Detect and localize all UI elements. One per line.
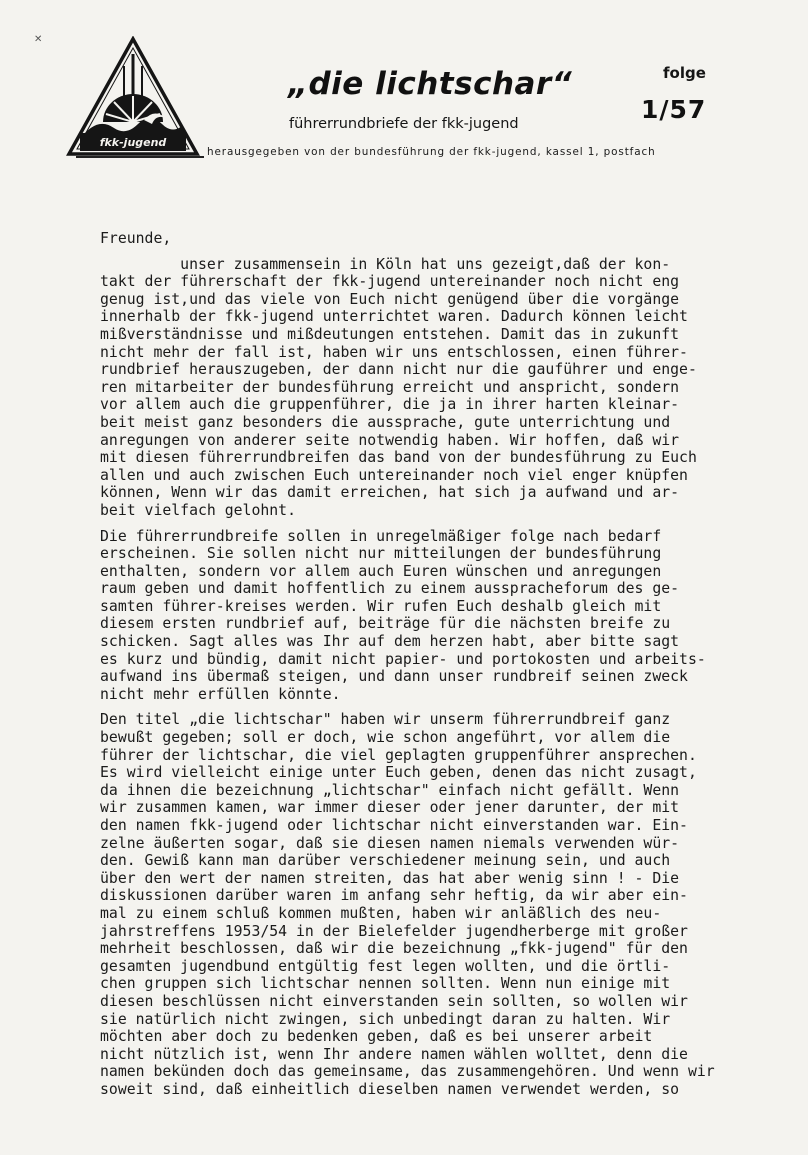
text-line: Die führerrundbreife sollen in unregelmäßiger folge nach bedarf xyxy=(100,527,662,545)
text-line: führer der lichtschar, die viel geplagten gruppenführer ansprechen. xyxy=(100,746,697,764)
text-line: ren mitarbeiter der bundesführung erreicht und anspricht, sondern xyxy=(100,378,680,396)
text-line: können, Wenn wir das damit erreichen, hat sich ja aufwand und ar- xyxy=(100,484,680,502)
spacer xyxy=(100,520,808,528)
text-line: den. Gewiß kann man darüber verschiedener meinung sein, und auch xyxy=(100,852,671,870)
masthead-rule xyxy=(76,156,204,158)
spacer xyxy=(100,703,808,711)
text-line: beit vielfach gelohnt. xyxy=(100,501,296,519)
fkk-jugend-logo xyxy=(66,36,200,158)
issue-label: folge xyxy=(663,64,706,82)
text-line: genug ist,und das viele von Euch nicht genügend über die vorgänge xyxy=(100,290,680,308)
text-line: mit diesen führerrundbreifen das band von der bundesführung zu Euch xyxy=(100,449,697,467)
letter-body xyxy=(100,230,808,1099)
greeting: Freunde, xyxy=(100,230,172,247)
text-line: zelne äußerten sogar, daß sie diesen namen niemals verwenden wür- xyxy=(100,834,680,852)
text-line: soweit sind, daß einheitlich dieselben namen verwendet werden, so xyxy=(100,1080,680,1098)
text-line: bewußt gegeben; soll er doch, wie schon angeführt, vor allem die xyxy=(100,729,671,747)
text-line: den namen fkk-jugend oder lichtschar nicht einverstanden war. Ein- xyxy=(100,817,688,834)
newsletter-subtitle: führerrundbriefe der fkk-jugend xyxy=(289,116,519,132)
text-line: vor allem auch die gruppenführer, die ja in ihrer harten kleinar- xyxy=(100,396,680,414)
logo-text: fkk-jugend xyxy=(99,136,167,149)
text-line: nicht mehr erfüllen könnte. xyxy=(100,685,341,703)
text-line: chen gruppen sich lichtschar nennen sollten. Wenn nun einige mit xyxy=(100,975,671,993)
text-line: erscheinen. Sie sollen nicht nur mitteilungen der bundesführung xyxy=(100,545,662,563)
text-line: es kurz und bündig, damit nicht papier- und portokosten und arbeits- xyxy=(100,650,706,668)
paragraph-2 xyxy=(100,528,808,704)
text-line: raum geben und damit hoffentlich zu einem ausspracheforum des ge- xyxy=(100,580,680,598)
text-line: Es wird vielleicht einige unter Euch geben, denen das nicht zusagt, xyxy=(100,764,697,782)
text-line: namen bekünden doch das gemeinsame, das zusammengehören. Und wenn wir xyxy=(100,1063,715,1081)
text-line: sie natürlich nicht zwingen, sich unbedingt daran zu halten. Wir xyxy=(100,1010,671,1028)
text-line: allen und auch zwischen Euch untereinander noch viel enger knüpfen xyxy=(100,466,688,484)
text-line: nicht mehr der fall ist, haben wir uns entschlossen, einen führer- xyxy=(100,343,688,361)
newsletter-title: „die lichtschar“ xyxy=(288,66,573,102)
text-line: über den wert der namen streiten, das hat aber wenig sinn ! - Die xyxy=(100,869,680,887)
text-line: möchten aber doch zu bedenken geben, daß es bei unserer arbeit xyxy=(100,1028,653,1046)
text-line: gesamten jugendbund entgültig fest legen wollten, und die örtli- xyxy=(100,957,671,975)
text-line: innerhalb der fkk-jugend unterrichtet waren. Dadurch können leicht xyxy=(100,308,688,326)
publisher-line: herausgegeben von der bundesführung der fkk-jugend, kassel 1, postfach xyxy=(207,146,656,158)
text-line: diesen beschlüssen nicht einverstanden sein sollten, so wollen wir xyxy=(100,992,688,1010)
text-line: mehrheit beschlossen, daß wir die bezeichnung „fkk-jugend" für den xyxy=(100,940,688,958)
logo-triangle-icon xyxy=(66,36,200,158)
text-line: aufwand ins übermaß steigen, und dann unser rundbreif seinen zweck xyxy=(100,668,688,686)
spacer xyxy=(100,248,808,256)
text-line: schicken. Sagt alles was Ihr auf dem herzen habt, aber bitte sagt xyxy=(100,633,680,651)
text-line: beit meist ganz besonders die aussprache, gute unterrichtung und xyxy=(100,413,671,431)
issue-number: 1/57 xyxy=(641,95,707,124)
text-line: diesem ersten rundbrief auf, beiträge für die nächsten breife zu xyxy=(100,615,671,633)
text-line: takt der führerschaft der fkk-jugend untereinander noch nicht eng xyxy=(100,273,680,291)
text-line: nicht nützlich ist, wenn Ihr andere namen wählen wolltet, denn die xyxy=(100,1045,688,1063)
text-line: enthalten, sondern vor allem auch Euren wünschen und anregungen xyxy=(100,562,662,580)
text-line: diskussionen darüber waren im anfang sehr heftig, da wir aber ein- xyxy=(100,887,688,905)
text-line: rundbrief herauszugeben, der dann nicht nur die gauführer und enge- xyxy=(100,361,697,379)
corner-mark-icon: ✕ xyxy=(34,34,43,45)
text-line: da ihnen die bezeichnung „lichtschar" einfach nicht gefällt. Wenn xyxy=(100,781,680,799)
text-line: mal zu einem schluß kommen mußten, haben wir anläßlich des neu- xyxy=(100,904,662,922)
text-line: unser zusammensein in Köln hat uns gezeigt,daß der kon- xyxy=(100,255,671,273)
paragraph-1 xyxy=(100,256,808,520)
paragraph-3 xyxy=(100,711,808,1098)
text-line: anregungen von anderer seite notwendig haben. Wir hoffen, daß wir xyxy=(100,431,680,449)
text-line: jahrstreffens 1953/54 in der Bielefelder jugendherberge mit großer xyxy=(100,922,688,940)
text-line: wir zusammen kamen, war immer dieser oder jener darunter, der mit xyxy=(100,799,680,817)
text-line: Den titel „die lichtschar" haben wir unserm führerrundbreif ganz xyxy=(100,711,671,729)
text-line: samten führer-kreises werden. Wir rufen Euch deshalb gleich mit xyxy=(100,597,662,615)
text-line: mißverständnisse und mißdeutungen entstehen. Damit das in zukunft xyxy=(100,325,680,343)
